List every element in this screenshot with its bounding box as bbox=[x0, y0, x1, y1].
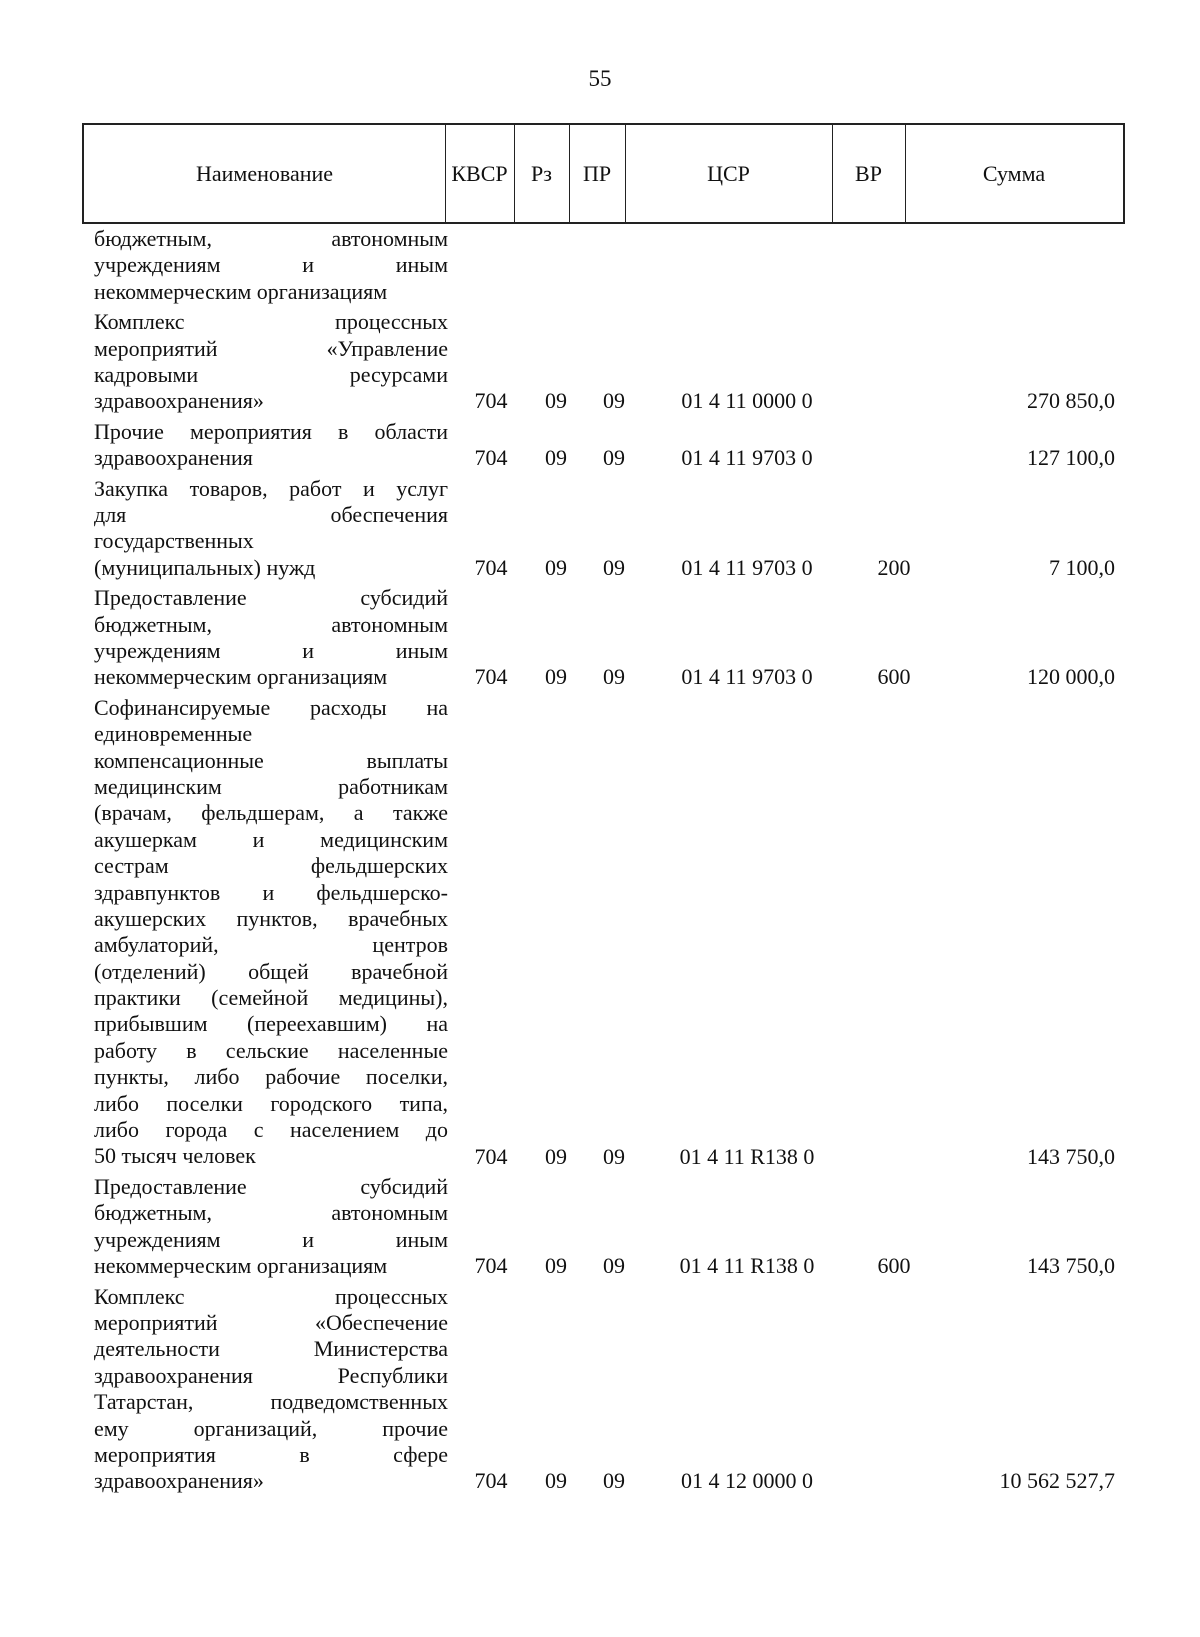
row-name bbox=[94, 585, 448, 691]
header-csr: ЦСР bbox=[707, 160, 750, 186]
row-name-line: ему организаций, прочие bbox=[94, 1415, 448, 1441]
row-kvsr: 704 bbox=[474, 664, 508, 690]
header-rz: Рз bbox=[531, 160, 552, 186]
row-pr: 09 bbox=[603, 1468, 625, 1494]
row-name-line: мероприятия в сфере bbox=[94, 1441, 448, 1467]
row-pr: 09 bbox=[603, 554, 625, 580]
row-name-line: сестрам фельдшерских bbox=[94, 853, 448, 879]
row-name bbox=[94, 419, 448, 472]
row-rz: 09 bbox=[545, 388, 567, 414]
row-name-line: государственных bbox=[94, 528, 254, 554]
row-csr: 01 4 11 9703 0 bbox=[681, 445, 813, 471]
row-pr: 09 bbox=[603, 1143, 625, 1169]
row-name-line: (муниципальных) нужд bbox=[94, 554, 316, 580]
row-name-line: практики (семейной медицины), bbox=[94, 985, 448, 1011]
row-name-line: либо поселки городского типа, bbox=[94, 1090, 448, 1116]
row-sum: 120 000,0 bbox=[1027, 664, 1115, 690]
row-name-line: либо города с населением до bbox=[94, 1117, 448, 1143]
row-kvsr: 704 bbox=[474, 1468, 508, 1494]
row-vr: 200 bbox=[877, 554, 911, 580]
row-name-line: единовременные bbox=[94, 721, 253, 747]
row-name-line: амбулаторий, центров bbox=[94, 932, 448, 958]
row-name bbox=[94, 1284, 448, 1495]
row-pr: 09 bbox=[603, 388, 625, 414]
row-name-line: некоммерческим организациям bbox=[94, 664, 388, 690]
row-name bbox=[94, 226, 448, 305]
row-name-line: бюджетным, автономным bbox=[94, 611, 448, 637]
row-name-line: здравоохранения» bbox=[94, 388, 264, 414]
row-name-line: учреждениям и иным bbox=[94, 637, 448, 663]
row-name-line: учреждениям и иным bbox=[94, 252, 448, 278]
row-name-line: для обеспечения bbox=[94, 501, 448, 527]
page-number: 55 bbox=[588, 66, 612, 91]
header-pr: ПР bbox=[582, 160, 612, 186]
row-csr: 01 4 11 R138 0 bbox=[679, 1143, 815, 1169]
row-name-line: Комплекс процессных bbox=[94, 309, 448, 335]
row-kvsr: 704 bbox=[474, 1253, 508, 1279]
row-name-line: кадровыми ресурсами bbox=[94, 361, 448, 387]
row-pr: 09 bbox=[603, 664, 625, 690]
row-kvsr: 704 bbox=[474, 554, 508, 580]
row-sum: 127 100,0 bbox=[1027, 445, 1115, 471]
row-csr: 01 4 11 9703 0 bbox=[681, 664, 813, 690]
row-rz: 09 bbox=[545, 1468, 567, 1494]
row-rz: 09 bbox=[545, 554, 567, 580]
row-name-line: работу в сельские населенные bbox=[94, 1037, 448, 1063]
row-sum: 143 750,0 bbox=[1027, 1253, 1115, 1279]
row-name-line: Комплекс процессных bbox=[94, 1283, 448, 1309]
row-name bbox=[94, 309, 448, 415]
row-name bbox=[94, 476, 448, 582]
row-sum: 143 750,0 bbox=[1027, 1143, 1115, 1169]
row-name-line: здравпунктов и фельдшерско- bbox=[94, 879, 448, 905]
row-name-line: здравоохранения Республики bbox=[94, 1362, 448, 1388]
row-vr: 600 bbox=[877, 1253, 911, 1279]
header-kvsr: КВСР bbox=[451, 160, 508, 186]
row-kvsr: 704 bbox=[474, 388, 508, 414]
row-vr: 600 bbox=[877, 664, 911, 690]
row-rz: 09 bbox=[545, 1253, 567, 1279]
row-csr: 01 4 12 0000 0 bbox=[681, 1468, 813, 1494]
row-name-line: (отделений) общей врачебной bbox=[94, 958, 448, 984]
row-name-line: мероприятий «Обеспечение bbox=[94, 1309, 448, 1335]
row-sum: 7 100,0 bbox=[1049, 554, 1115, 580]
row-rz: 09 bbox=[545, 1143, 567, 1169]
row-sum: 10 562 527,7 bbox=[999, 1468, 1115, 1494]
row-name-line: некоммерческим организациям bbox=[94, 278, 388, 304]
row-pr: 09 bbox=[603, 445, 625, 471]
table-header bbox=[82, 123, 1125, 224]
row-name-line: 50 тысяч человек bbox=[94, 1143, 256, 1169]
row-pr: 09 bbox=[603, 1253, 625, 1279]
row-name-line: пункты, либо рабочие поселки, bbox=[94, 1064, 448, 1090]
row-name-line: акушеркам и медицинским bbox=[94, 826, 448, 852]
row-name-line: Татарстан, подведомственных bbox=[94, 1389, 448, 1415]
row-name-line: здравоохранения» bbox=[94, 1468, 264, 1494]
row-name-line: некоммерческим организациям bbox=[94, 1253, 388, 1279]
header-vr: ВР bbox=[855, 160, 882, 186]
row-name-line: здравоохранения bbox=[94, 445, 253, 471]
row-csr: 01 4 11 9703 0 bbox=[681, 554, 813, 580]
row-name bbox=[94, 1174, 448, 1280]
row-name-line: медицинским работникам bbox=[94, 773, 448, 799]
row-name-line: прибывшим (переехавшим) на bbox=[94, 1011, 448, 1037]
row-name bbox=[94, 695, 448, 1170]
row-kvsr: 704 bbox=[474, 445, 508, 471]
row-name-line: бюджетным, автономным bbox=[94, 226, 448, 251]
row-name-line: Софинансируемые расходы на bbox=[94, 694, 448, 720]
header-name: Наименование bbox=[195, 160, 334, 186]
row-csr: 01 4 11 R138 0 bbox=[679, 1253, 815, 1279]
row-kvsr: 704 bbox=[474, 1143, 508, 1169]
row-name-line: деятельности Министерства bbox=[94, 1336, 448, 1362]
row-name-line: Предоставление субсидий bbox=[94, 1174, 448, 1199]
row-name-line: акушерских пунктов, врачебных bbox=[94, 905, 448, 931]
row-name-line: Прочие мероприятия в области bbox=[94, 418, 448, 444]
row-name-line: компенсационные выплаты bbox=[94, 747, 448, 773]
row-name-line: (врачам, фельдшерам, а также bbox=[94, 800, 448, 826]
row-rz: 09 bbox=[545, 664, 567, 690]
header-sum: Сумма bbox=[982, 160, 1046, 186]
row-name-line: Предоставление субсидий bbox=[94, 585, 448, 611]
row-csr: 01 4 11 0000 0 bbox=[681, 388, 813, 414]
row-name-line: учреждениям и иным bbox=[94, 1226, 448, 1252]
row-name-line: бюджетным, автономным bbox=[94, 1200, 448, 1226]
row-sum: 270 850,0 bbox=[1027, 388, 1115, 414]
row-name-line: мероприятий «Управление bbox=[94, 335, 448, 361]
row-name-line: Закупка товаров, работ и услуг bbox=[94, 475, 448, 501]
row-rz: 09 bbox=[545, 445, 567, 471]
